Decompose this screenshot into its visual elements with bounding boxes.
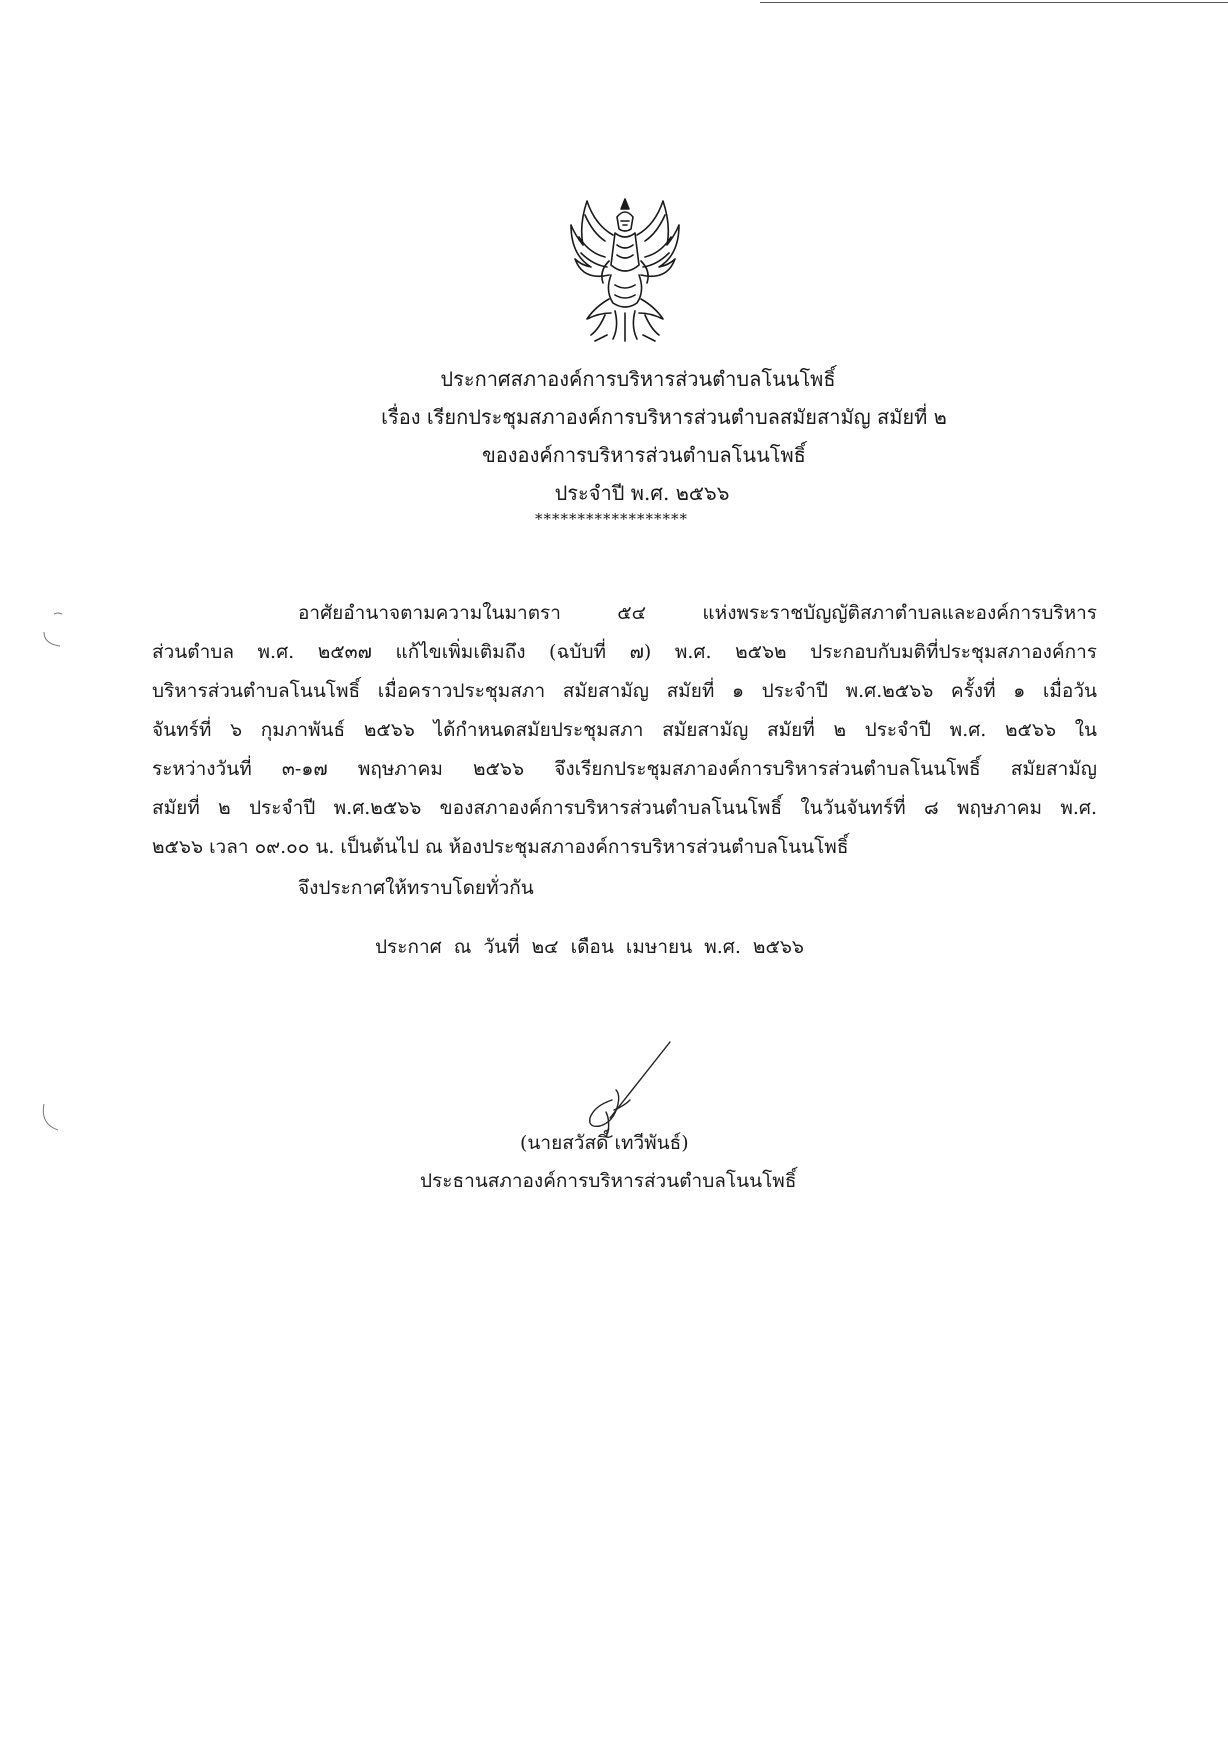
body-line-5: ระหว่างวันที่ ๓-๑๗ พฤษภาคม ๒๕๖๖ จึงเรียกประชุมสภาองค์การบริหารส่วนตำบลโนนโพธิ์ สมัยสามัญ [152, 758, 1097, 780]
scan-artifact-mark [36, 1100, 66, 1140]
body-line-2: ส่วนตำบล พ.ศ. ๒๕๓๗ แก้ไขเพิ่มเติมถึง (ฉบับที่ ๗) พ.ศ. ๒๕๖๒ ประกอบกับมติที่ประชุมสภาองค์การ [152, 641, 1097, 663]
body-line-4: จันทร์ที่ ๖ กุมภาพันธ์ ๒๕๖๖ ได้กำหนดสมัยประชุมสภา สมัยสามัญ สมัยที่ ๒ ประจำปี พ.ศ. ๒๕๖๖ ใน [152, 719, 1097, 741]
body-line-7: ๒๕๖๖ เวลา ๐๙.๐๐ น. เป็นต้นไป ณ ห้องประชุมสภาองค์การบริหารส่วนตำบลโนนโพธิ์ [152, 836, 849, 858]
body-line-6: สมัยที่ ๒ ประจำปี พ.ศ.๒๕๖๖ ของสภาองค์การบริหารส่วนตำบลโนนโพธิ์ ในวันจันทร์ที่ ๘ พฤษภาคม พ.ศ. [152, 797, 1097, 819]
body-line-3: บริหารส่วนตำบลโนนโพธิ์ เมื่อคราวประชุมสภา สมัยสามัญ สมัยที่ ๑ ประจำปี พ.ศ.๒๕๖๖ ครั้งที่ ๑ เมื่อวัน [152, 680, 1097, 702]
heading-separator: ****************** [535, 510, 688, 528]
garuda-emblem-icon [565, 195, 685, 345]
signer-title: ประธานสภาองค์การบริหารส่วนตำบลโนนโพธิ์ [420, 1170, 797, 1192]
announcement-subject: เรื่อง เรียกประชุมสภาองค์การบริหารส่วนตำบลสมัยสามัญ สมัยที่ ๒ [381, 405, 947, 429]
announcement-year: ประจำปี พ.ศ. ๒๕๖๖ [554, 481, 730, 505]
announcement-organization: ขององค์การบริหารส่วนตำบลโนนโพธิ์ [482, 443, 806, 467]
scan-edge-line [760, 2, 1228, 3]
closing-statement: จึงประกาศให้ทราบโดยทั่วกัน [298, 877, 534, 899]
signer-name: (นายสวัสดิ์ เทวีพันธ์) [520, 1132, 689, 1154]
scan-artifact-mark [36, 610, 66, 650]
announcement-title: ประกาศสภาองค์การบริหารส่วนตำบลโนนโพธิ์ [440, 367, 836, 391]
announcement-date: ประกาศ ณ วันที่ ๒๔ เดือน เมษายน พ.ศ. ๒๕๖๖ [375, 936, 804, 958]
body-line-1: อาศัยอำนาจตามความในมาตรา ๕๔ แห่งพระราชบัญญัติสภาตำบลและองค์การบริหาร [298, 602, 1097, 624]
